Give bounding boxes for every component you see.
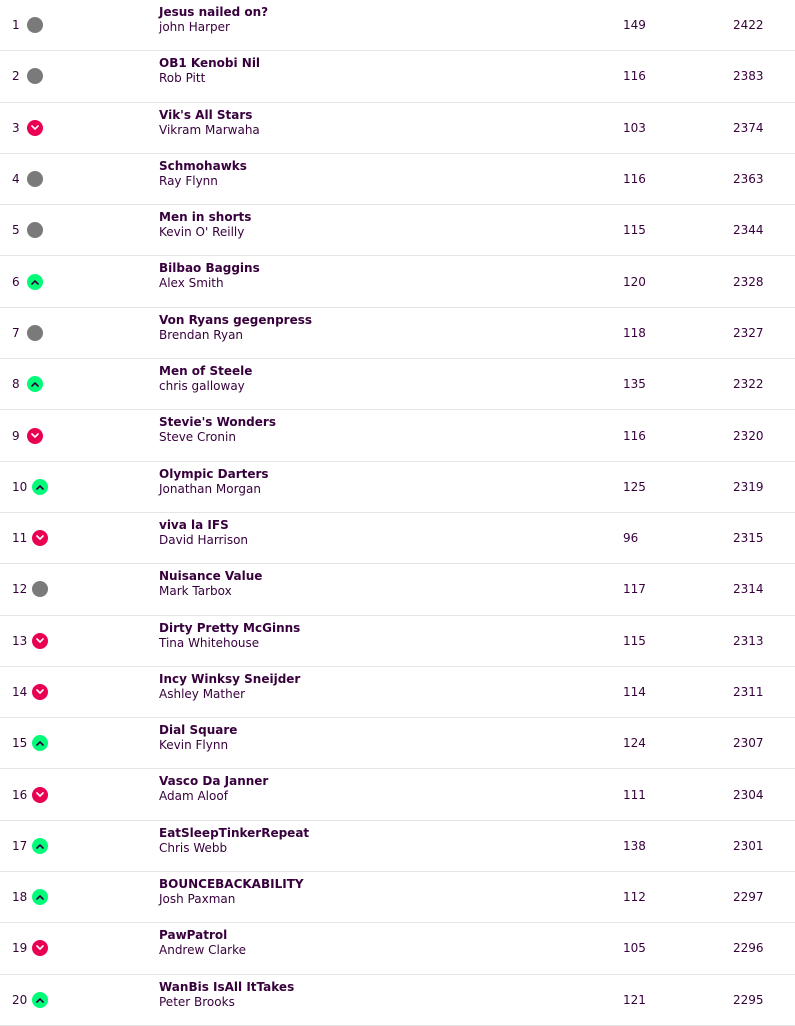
gameweek-points: 96 — [623, 531, 639, 546]
team-cell[interactable] — [159, 980, 294, 1010]
team-name[interactable]: Bilbao Baggins — [159, 261, 260, 276]
team-cell[interactable] — [159, 261, 260, 291]
team-cell[interactable] — [159, 313, 312, 343]
team-name[interactable]: Schmohawks — [159, 158, 247, 173]
rank-number: 8 — [12, 377, 20, 392]
total-points: 2328 — [733, 274, 764, 289]
gameweek-points: 116 — [623, 172, 646, 187]
standings-row-16[interactable] — [0, 769, 795, 820]
team-name[interactable]: Men in shorts — [159, 210, 252, 225]
gameweek-points: 115 — [623, 223, 646, 238]
team-cell[interactable] — [159, 826, 309, 856]
rank-number: 5 — [12, 223, 20, 238]
team-name[interactable]: Dial Square — [159, 723, 238, 738]
manager-name: Peter Brooks — [159, 994, 235, 1009]
chevron-down-icon — [32, 633, 48, 649]
team-cell[interactable] — [159, 518, 248, 548]
team-cell[interactable] — [159, 210, 251, 240]
rank-cell — [12, 462, 48, 512]
manager-name: Andrew Clarke — [159, 943, 247, 958]
team-cell[interactable] — [159, 569, 262, 599]
manager-name: Kevin Flynn — [159, 738, 229, 753]
manager-name: Ray Flynn — [159, 173, 218, 188]
chevron-up-icon — [32, 735, 48, 751]
rank-cell — [12, 51, 43, 101]
standings-row-17[interactable] — [0, 821, 795, 872]
no-change-icon — [27, 325, 43, 341]
total-points: 2383 — [733, 69, 764, 84]
standings-row-5[interactable] — [0, 205, 795, 256]
team-name[interactable]: Men of Steele — [159, 364, 253, 379]
manager-name: Chris Webb — [159, 840, 228, 855]
team-name[interactable]: EatSleepTinkerRepeat — [159, 825, 310, 840]
standings-row-8[interactable] — [0, 359, 795, 410]
standings-row-9[interactable] — [0, 410, 795, 461]
gameweek-points: 114 — [623, 685, 646, 699]
standings-row-13[interactable] — [0, 616, 795, 667]
manager-name: Kevin O' Reilly — [159, 225, 245, 240]
rank-number: 2 — [12, 69, 20, 84]
gameweek-points: 117 — [623, 582, 646, 597]
chevron-up-icon — [32, 479, 48, 495]
team-cell[interactable] — [159, 364, 252, 394]
team-cell[interactable] — [159, 774, 268, 804]
rank-cell — [12, 718, 48, 768]
manager-name: chris galloway — [159, 379, 245, 394]
team-cell[interactable] — [159, 159, 247, 189]
rank-cell — [12, 923, 48, 973]
standings-row-12[interactable] — [0, 564, 795, 615]
no-change-icon — [27, 68, 43, 84]
standings-row-19[interactable] — [0, 923, 795, 974]
total-points: 2296 — [733, 941, 764, 956]
gameweek-points: 138 — [623, 838, 646, 853]
rank-cell — [12, 308, 43, 358]
team-name[interactable]: Nuisance Value — [159, 569, 263, 584]
manager-name: Adam Aloof — [159, 789, 228, 804]
rank-number: 18 — [12, 890, 28, 905]
standings-row-15[interactable] — [0, 718, 795, 769]
team-cell[interactable] — [159, 621, 300, 651]
rank-number: 17 — [12, 838, 28, 853]
team-name[interactable]: BOUNCEBACKABILITY — [159, 877, 304, 892]
rank-number: 6 — [12, 274, 20, 289]
total-points: 2307 — [733, 736, 764, 751]
rank-number: 13 — [12, 633, 28, 648]
rank-cell — [12, 154, 43, 204]
rank-cell — [12, 103, 43, 153]
no-change-icon — [27, 17, 43, 33]
team-name[interactable]: Olympic Darters — [159, 466, 269, 481]
manager-name: Brendan Ryan — [159, 327, 244, 342]
manager-name: john Harper — [159, 20, 230, 34]
rank-number: 16 — [12, 787, 28, 802]
manager-name: Mark Tarbox — [159, 584, 232, 599]
total-points: 2344 — [733, 223, 764, 238]
total-points: 2297 — [733, 890, 764, 905]
standings-row-11[interactable] — [0, 513, 795, 564]
rank-cell — [12, 0, 43, 50]
standings-row-3[interactable] — [0, 103, 795, 154]
rank-cell — [12, 872, 48, 922]
manager-name: Tina Whitehouse — [159, 635, 260, 650]
standings-row-2[interactable] — [0, 51, 795, 102]
gameweek-points: 149 — [623, 18, 646, 33]
total-points: 2320 — [733, 428, 764, 443]
team-name[interactable]: Incy Winksy Sneijder — [159, 671, 301, 686]
total-points: 2311 — [733, 685, 764, 699]
chevron-down-icon — [32, 530, 48, 546]
gameweek-points: 116 — [623, 69, 646, 84]
team-cell[interactable] — [159, 108, 260, 138]
total-points: 2315 — [733, 531, 764, 546]
chevron-up-icon — [32, 838, 48, 854]
total-points: 2314 — [733, 582, 764, 597]
team-name[interactable]: viva la IFS — [159, 517, 229, 532]
rank-number: 15 — [12, 736, 28, 751]
total-points: 2319 — [733, 479, 764, 494]
team-name[interactable]: Vasco Da Janner — [159, 774, 269, 789]
rank-number: 1 — [12, 18, 20, 33]
team-cell[interactable] — [159, 467, 269, 497]
gameweek-points: 115 — [623, 633, 646, 648]
rank-cell — [12, 564, 48, 614]
standings-row-1[interactable] — [0, 0, 795, 51]
total-points: 2363 — [733, 172, 764, 187]
chevron-up-icon — [32, 992, 48, 1008]
standings-row-20[interactable] — [0, 975, 795, 1026]
standings-row-10[interactable] — [0, 462, 795, 513]
standings-row-6[interactable] — [0, 256, 795, 307]
team-name[interactable]: OB1 Kenobi Nil — [159, 56, 261, 71]
gameweek-points: 124 — [623, 736, 646, 751]
team-name[interactable]: Jesus nailed on? — [159, 5, 269, 19]
gameweek-points: 112 — [623, 890, 646, 905]
gameweek-points: 105 — [623, 941, 646, 956]
no-change-icon — [32, 581, 48, 597]
manager-name: Ashley Mather — [159, 686, 246, 701]
manager-name: Jonathan Morgan — [159, 481, 261, 496]
rank-number: 4 — [12, 172, 20, 187]
rank-number: 3 — [12, 120, 20, 135]
standings-row-7[interactable] — [0, 308, 795, 359]
rank-number: 19 — [12, 941, 28, 956]
team-name[interactable]: Vik's All Stars — [159, 107, 253, 122]
team-name[interactable]: WanBis IsAll ItTakes — [159, 979, 295, 994]
rank-number: 7 — [12, 325, 20, 340]
total-points: 2422 — [733, 18, 764, 33]
team-name[interactable]: PawPatrol — [159, 928, 228, 943]
team-cell[interactable] — [159, 877, 304, 907]
chevron-down-icon — [32, 787, 48, 803]
manager-name: Alex Smith — [159, 276, 224, 291]
team-name[interactable]: Dirty Pretty McGinns — [159, 620, 301, 635]
gameweek-points: 103 — [623, 120, 646, 135]
chevron-up-icon — [27, 274, 43, 290]
chevron-up-icon — [27, 376, 43, 392]
team-cell[interactable] — [159, 5, 268, 35]
manager-name: David Harrison — [159, 532, 249, 547]
rank-cell — [12, 205, 43, 255]
rank-cell — [12, 359, 43, 409]
gameweek-points: 111 — [623, 787, 646, 802]
no-change-icon — [27, 171, 43, 187]
manager-name: Josh Paxman — [159, 892, 236, 907]
gameweek-points: 135 — [623, 377, 646, 392]
chevron-down-icon — [32, 684, 48, 700]
chevron-down-icon — [27, 428, 43, 444]
manager-name: Rob Pitt — [159, 71, 206, 86]
team-cell[interactable] — [159, 723, 237, 753]
rank-number: 9 — [12, 428, 20, 443]
team-cell[interactable] — [159, 928, 246, 958]
rank-cell — [12, 616, 48, 666]
rank-cell — [12, 821, 48, 871]
team-cell[interactable] — [159, 56, 260, 86]
team-cell[interactable] — [159, 415, 276, 445]
team-name[interactable]: Von Ryans gegenpress — [159, 312, 313, 327]
standings-row-4[interactable] — [0, 154, 795, 205]
gameweek-points: 125 — [623, 479, 646, 494]
gameweek-points: 121 — [623, 992, 646, 1007]
team-name[interactable]: Stevie's Wonders — [159, 415, 276, 430]
rank-number: 10 — [12, 479, 28, 494]
rank-cell — [12, 410, 43, 460]
total-points: 2313 — [733, 633, 764, 648]
total-points: 2322 — [733, 377, 764, 392]
manager-name: Steve Cronin — [159, 430, 236, 445]
total-points: 2327 — [733, 325, 764, 340]
rank-number: 11 — [12, 531, 28, 546]
chevron-down-icon — [32, 940, 48, 956]
total-points: 2304 — [733, 787, 764, 802]
team-cell[interactable] — [159, 672, 300, 702]
rank-number: 20 — [12, 992, 28, 1007]
gameweek-points: 120 — [623, 274, 646, 289]
chevron-up-icon — [32, 889, 48, 905]
total-points: 2374 — [733, 120, 764, 135]
rank-cell — [12, 975, 48, 1025]
rank-cell — [12, 513, 48, 563]
rank-number: 12 — [12, 582, 28, 597]
total-points: 2295 — [733, 992, 764, 1007]
rank-cell — [12, 667, 48, 717]
gameweek-points: 116 — [623, 428, 646, 443]
gameweek-points: 118 — [623, 325, 646, 340]
no-change-icon — [27, 222, 43, 238]
manager-name: Vikram Marwaha — [159, 122, 260, 137]
rank-cell — [12, 256, 43, 306]
total-points: 2301 — [733, 838, 764, 853]
standings-row-14[interactable] — [0, 667, 795, 718]
standings-row-18[interactable] — [0, 872, 795, 923]
rank-number: 14 — [12, 685, 28, 699]
chevron-down-icon — [27, 120, 43, 136]
rank-cell — [12, 769, 48, 819]
